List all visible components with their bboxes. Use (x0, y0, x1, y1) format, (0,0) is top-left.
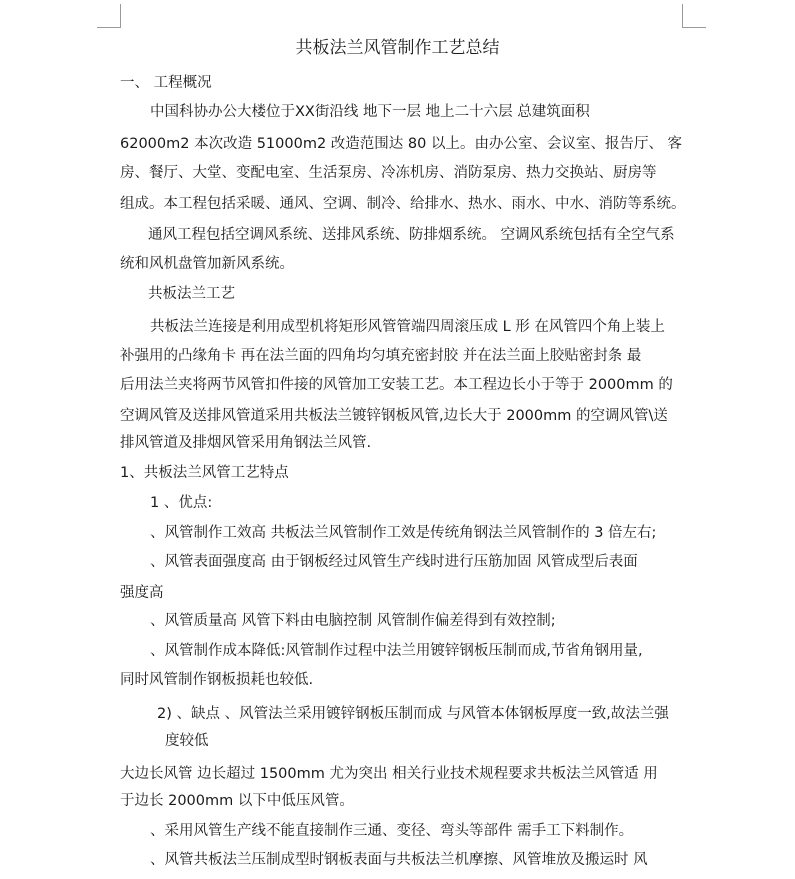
paragraph-line: 补强用的凸缘角卡 再在法兰面的四角均匀填充密封胶 并在法兰面上胶贴密封条 最 (120, 348, 642, 364)
paragraph-line: 共板法兰连接是利用成型机将矩形风管管端四周滚压成 L 形 在风管四个角上装上 (150, 319, 665, 335)
list-item: 、风管制作成本降低:风管制作过程中法兰用镀锌钢板压制而成,节省角钢用量, (150, 643, 643, 659)
paragraph-line: 组成。本工程包括采暖、通风、空调、制冷、给排水、热水、雨水、中水、消防等系统。 (120, 196, 686, 212)
list-subheading: 1 、优点: (150, 495, 213, 511)
list-item-continuation: 度较低 (165, 733, 209, 749)
paragraph-line: 中国科协办公大楼位于XX街沿线 地下一层 地上二十六层 总建筑面积 (150, 104, 590, 120)
section-heading: 一、 工程概况 (120, 75, 212, 91)
list-item: 、采用风管生产线不能直接制作三通、变径、弯头等部件 需手工下料制作。 (150, 823, 634, 839)
paragraph-line: 通风工程包括空调风系统、送排风系统、防排烟系统。 空调风系统包括有全空气系 (148, 227, 675, 243)
list-heading: 1、共板法兰风管工艺特点 (120, 465, 289, 481)
paragraph-line: 62000m2 本次改造 51000m2 改造范围达 80 以上。由办公室、会议室、报告厅、 客 (120, 136, 683, 152)
crop-mark-top-right (682, 27, 706, 28)
crop-mark-top-right (682, 4, 683, 28)
crop-mark-top-left (97, 27, 121, 28)
list-subheading: 2) 、缺点 、风管法兰采用镀锌钢板压制而成 与风管本体钢板厚度一致,故法兰强 (157, 706, 669, 722)
list-item: 、风管制作工效高 共板法兰风管制作工效是传统角钢法兰风管制作的 3 倍左右; (150, 525, 657, 541)
list-item: 、风管共板法兰压制成型时钢板表面与共板法兰机摩擦、风管堆放及搬运时 风 (150, 852, 648, 868)
list-item: 、风管表面强度高 由于钢板经过风管生产线时进行压筋加固 风管成型后表面 (150, 554, 638, 570)
subheading: 共板法兰工艺 (148, 286, 235, 302)
paragraph-line: 房、餐厅、大堂、变配电室、生活泵房、冷冻机房、消防泵房、热力交换站、厨房等 (120, 165, 657, 181)
list-item: 、风管质量高 风管下料由电脑控制 风管制作偏差得到有效控制; (150, 613, 556, 629)
document-title: 共板法兰风管制作工艺总结 (295, 38, 500, 58)
paragraph-line: 大边长风管 边长超过 1500mm 尤为突出 相关行业技术规程要求共板法兰风管适 用 (120, 766, 658, 782)
list-item-continuation: 强度高 (120, 585, 164, 601)
list-item-continuation: 同时风管制作钢板损耗也较低. (120, 672, 314, 688)
paragraph-line: 统和风机盘管加新风系统。 (120, 256, 294, 272)
paragraph-line: 空调风管及送排风管道采用共板法兰镀锌钢板风管,边长大于 2000mm 的空调风管\送 (120, 408, 668, 424)
paragraph-line: 后用法兰夹将两节风管扣件接的风管加工安装工艺。本工程边长小于等于 2000mm 的 (120, 377, 673, 393)
crop-mark-top-left (120, 4, 121, 28)
paragraph-line: 于边长 2000mm 以下中低压风管。 (120, 793, 354, 809)
paragraph-line: 排风管道及排烟风管采用角钢法兰风管. (120, 435, 372, 451)
